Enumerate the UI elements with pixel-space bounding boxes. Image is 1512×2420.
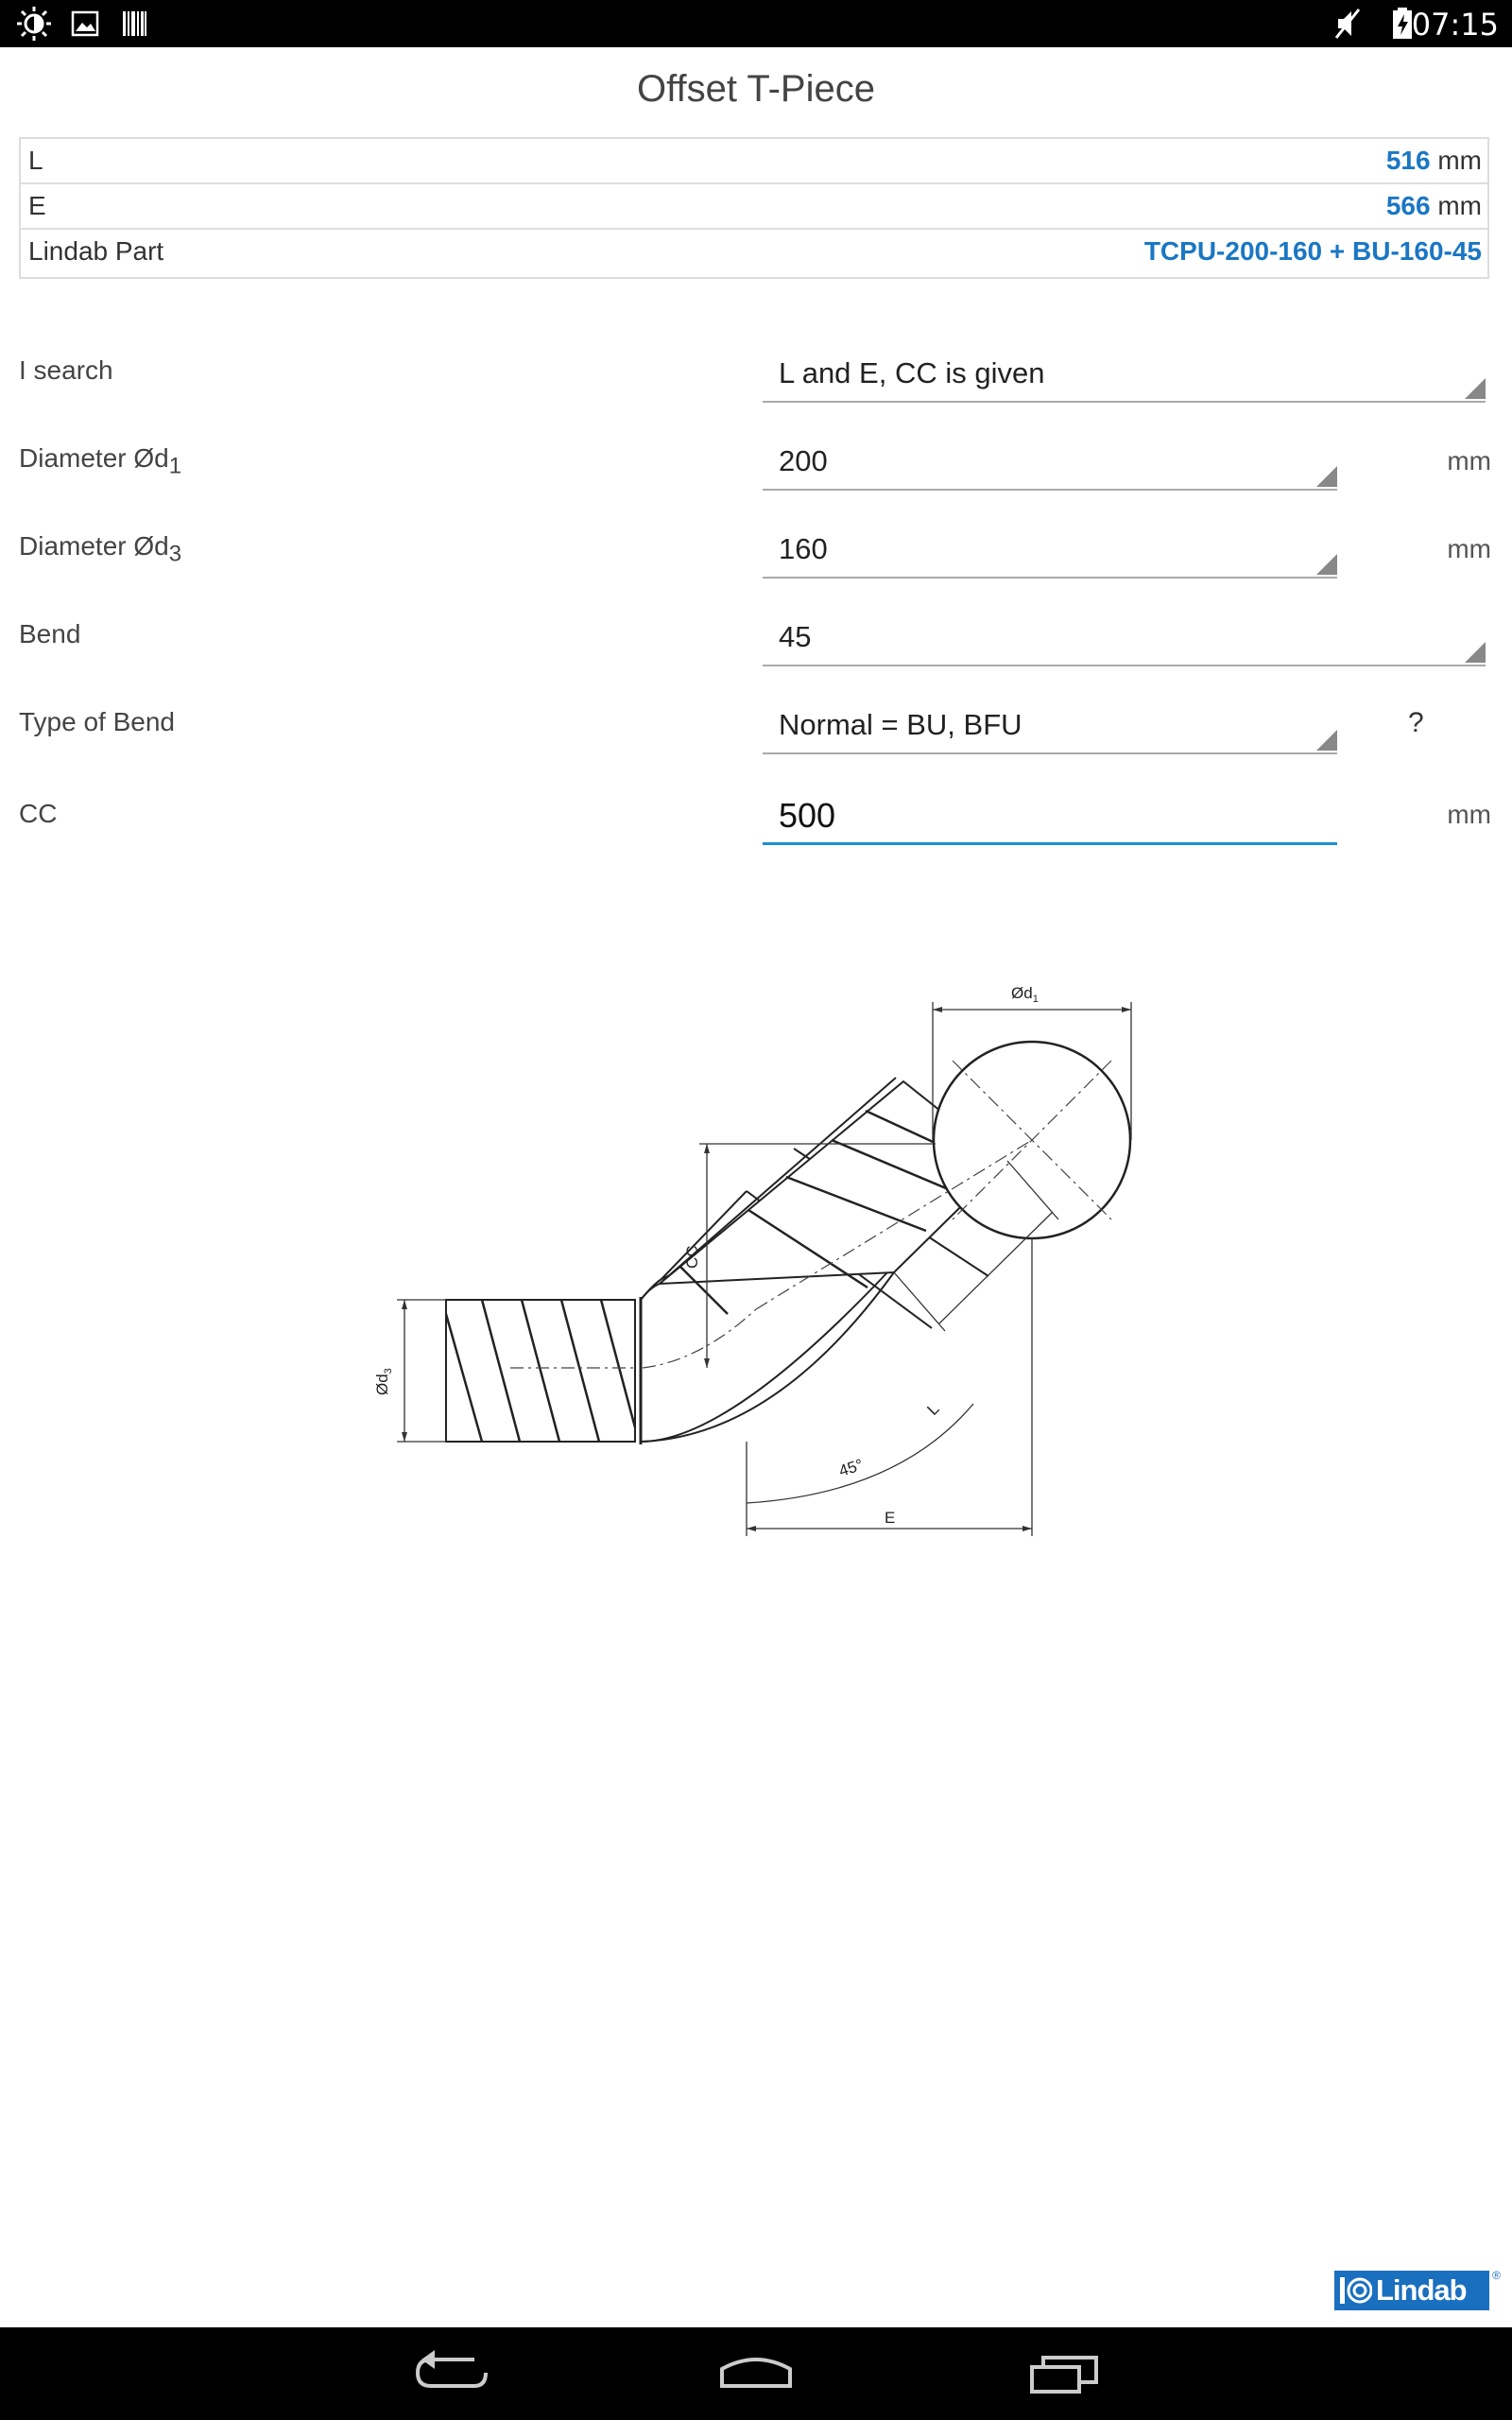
diameter-d1-label-text: Diameter Ød: [19, 443, 169, 473]
result-unit: mm: [1437, 191, 1482, 220]
help-icon[interactable]: ?: [1408, 707, 1424, 738]
type-of-bend-select[interactable]: [763, 696, 1337, 754]
diameter-d3-value: 160: [779, 532, 828, 565]
clock: 07:15: [1411, 7, 1499, 43]
type-of-bend-value: Normal = BU, BFU: [779, 708, 1022, 741]
label-d1: $Ød_1$: [1011, 984, 1039, 1005]
cc-value: 500: [779, 796, 836, 835]
offset-t-piece-diagram: [359, 964, 1153, 1550]
i-search-value: L and E, CC is given: [779, 356, 1045, 389]
lindab-mark-icon: [1340, 2275, 1372, 2306]
bend-outer: [641, 1271, 888, 1442]
result-value: [1386, 184, 1482, 228]
label-angle: 45°: [836, 1455, 866, 1480]
lindab-logo: [1334, 2269, 1501, 2310]
cc-input[interactable]: [763, 786, 1337, 845]
navigation-bar: [0, 2327, 1512, 2420]
logo-registered: ®: [1492, 2269, 1501, 2282]
result-label: L: [28, 146, 43, 175]
label-l: L: [923, 1399, 943, 1419]
diameter-d3-label-text: Diameter Ød: [19, 531, 169, 561]
dropdown-triangle-icon: [1316, 466, 1337, 487]
result-number: 566: [1385, 191, 1431, 220]
diameter-d3-label-sub: 3: [168, 541, 182, 567]
i-search-label: I search: [19, 355, 113, 385]
label-e: E: [885, 1509, 896, 1527]
bend-value: 45: [779, 620, 812, 653]
page-title: Offset T-Piece: [637, 68, 875, 110]
spiral-seams: [446, 1300, 635, 1442]
dropdown-triangle-icon: [1316, 730, 1337, 751]
dropdown-triangle-icon: [1316, 554, 1337, 575]
type-of-bend-label: Type of Bend: [19, 707, 176, 736]
result-row-lindab-part: [21, 230, 1487, 275]
gallery-icon: [70, 0, 100, 47]
result-value: [1144, 230, 1482, 273]
lindab-part-number: TCPU-200-160 + BU-160-45: [1143, 236, 1482, 266]
diameter-d1-unit: mm: [1447, 446, 1491, 475]
bend-outer-curve: [641, 1272, 894, 1442]
result-label: E: [28, 191, 46, 220]
recent-apps-icon[interactable]: [998, 2327, 1130, 2420]
dropdown-triangle-icon: [1465, 642, 1486, 663]
diameter-d1-value: 200: [779, 444, 828, 477]
result-label: Lindab Part: [28, 236, 164, 266]
results-table: [19, 137, 1489, 279]
i-search-select[interactable]: [763, 344, 1486, 403]
diameter-d1-label: [19, 443, 181, 480]
diameter-d3-label: [19, 531, 181, 568]
logo-text: Lindab: [1376, 2273, 1467, 2307]
bend-select[interactable]: [763, 608, 1486, 666]
home-icon[interactable]: [690, 2327, 822, 2420]
result-unit: mm: [1437, 146, 1482, 175]
label-d3: $Ød_3$: [373, 1368, 394, 1395]
diameter-d1-select[interactable]: [763, 432, 1337, 491]
result-row-l: [21, 139, 1487, 184]
diameter-d3-select[interactable]: [763, 520, 1337, 579]
back-icon[interactable]: [384, 2327, 516, 2420]
brightness-icon: [13, 0, 55, 47]
result-value: [1386, 139, 1482, 182]
dropdown-triangle-icon: [1465, 378, 1486, 399]
label-cc: CC: [683, 1245, 701, 1269]
status-bar: [0, 0, 1512, 47]
cc-label: CC: [19, 799, 58, 828]
result-number: 516: [1385, 146, 1431, 175]
bend-label: Bend: [19, 619, 81, 648]
cc-unit: mm: [1447, 800, 1491, 829]
barcode-icon: [119, 0, 149, 47]
mute-icon: [1329, 0, 1366, 47]
diameter-d3-unit: mm: [1447, 534, 1491, 563]
diameter-d1-label-sub: 1: [168, 453, 182, 479]
result-row-e: [21, 184, 1487, 230]
